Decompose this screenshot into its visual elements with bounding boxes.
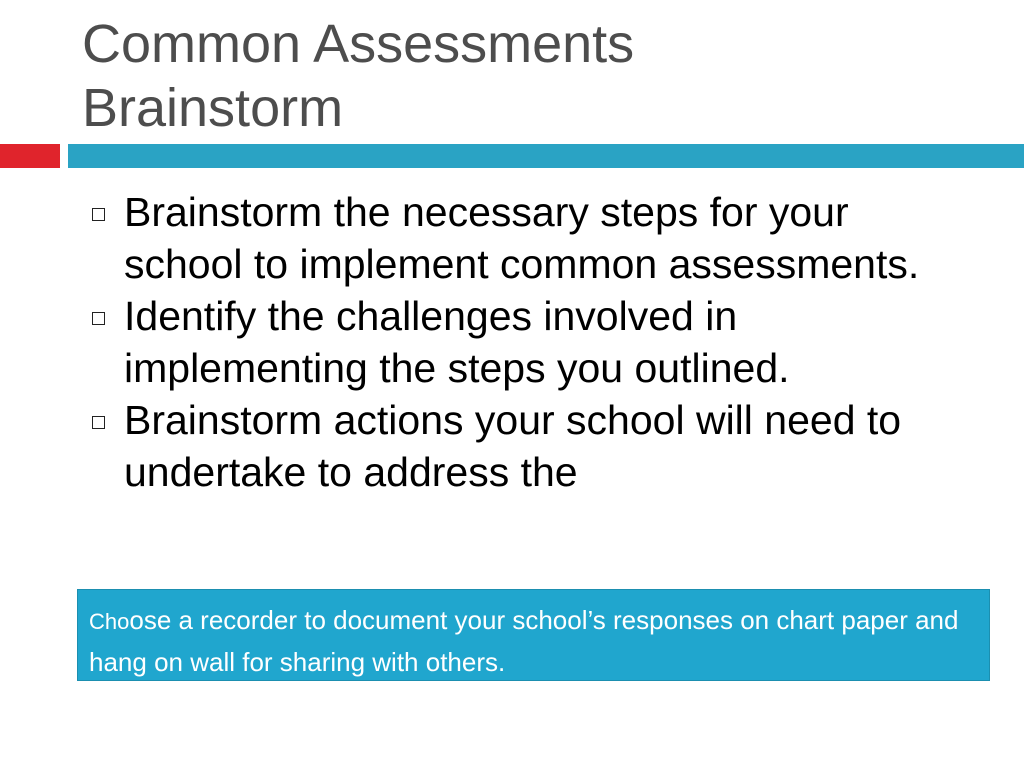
bullet-text: Brainstorm the necessary steps for your school to implement common assessments. bbox=[124, 189, 920, 287]
slide-title bbox=[82, 12, 982, 140]
bullet-list bbox=[88, 186, 938, 594]
bullet-item bbox=[88, 394, 938, 498]
bullet-item bbox=[88, 186, 938, 290]
title-divider-red bbox=[0, 144, 60, 168]
slide-title-line-1: Common Assessments bbox=[82, 14, 635, 74]
hollow-square-bullet-icon bbox=[92, 416, 105, 429]
callout-text: ose a recorder to document your school’s responses on chart paper and hang on wall for sharing with others. bbox=[89, 605, 959, 677]
title-divider-blue bbox=[68, 144, 1024, 168]
hollow-square-bullet-icon bbox=[92, 312, 105, 325]
recorder-instruction-callout bbox=[77, 589, 990, 681]
hollow-square-bullet-icon bbox=[92, 208, 105, 221]
callout-prefix: Cho bbox=[89, 609, 130, 634]
bullet-item bbox=[88, 290, 938, 394]
slide-title-line-2: Brainstorm bbox=[82, 78, 344, 138]
bullet-text: Brainstorm actions your school will need to undertake to address the bbox=[124, 397, 902, 495]
bullet-text: Identify the challenges involved in implementing the steps you outlined. bbox=[124, 293, 790, 391]
